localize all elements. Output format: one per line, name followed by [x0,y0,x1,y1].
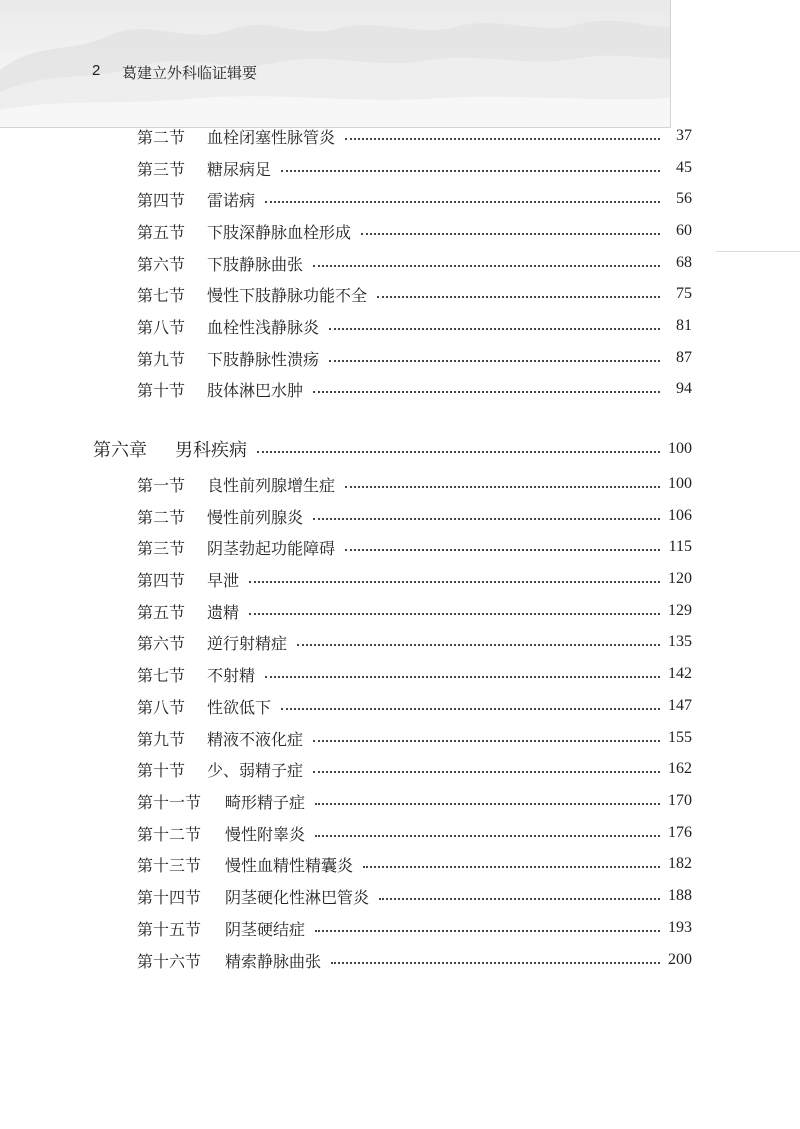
section-number: 第五节 [137,602,186,622]
section-number: 第十五节 [137,919,202,939]
book-title: 葛建立外科临证辑要 [122,64,258,82]
section-number: 第一节 [137,475,186,495]
chapter-title: 男科疾病 [175,440,247,461]
mountain-landscape-decoration [0,0,670,127]
dot-leader [315,803,660,805]
section-number: 第十节 [137,380,186,400]
section-number: 第十三节 [137,855,202,875]
dot-leader [331,962,660,964]
toc-row[interactable] [137,948,692,972]
section-number: 第十二节 [137,824,202,844]
section-title: 少、弱精子症 [207,760,304,780]
section-title: 畸形精子症 [225,792,306,812]
toc-row[interactable] [137,219,692,243]
dot-leader [377,296,660,298]
dot-leader [345,549,660,551]
section-number: 第二节 [137,507,186,527]
dot-leader [345,486,660,488]
toc-row[interactable] [137,124,692,148]
section-title: 慢性前列腺炎 [207,507,304,527]
section-number: 第五节 [137,222,186,242]
section-number: 第六节 [137,254,186,274]
toc-row[interactable] [137,694,692,718]
toc-row[interactable] [137,852,692,876]
section-title: 雷诺病 [207,190,256,210]
section-title: 下肢静脉性溃疡 [207,349,320,369]
chapter-number: 第六章 [93,440,147,461]
dot-leader [363,866,660,868]
section-title: 逆行射精症 [207,633,288,653]
dot-leader [265,201,660,203]
section-title: 阴茎勃起功能障碍 [207,538,336,558]
header-band [0,0,671,128]
section-page: 142 [668,665,692,682]
dot-leader [315,835,660,837]
toc-row[interactable] [137,346,692,370]
section-title: 精索静脉曲张 [225,951,322,971]
section-number: 第七节 [137,285,186,305]
toc-row[interactable] [137,251,692,275]
toc-row[interactable] [137,504,692,528]
dot-leader [379,898,660,900]
toc-row[interactable] [137,187,692,211]
chapter-heading-row[interactable] [93,437,692,461]
toc-row[interactable] [137,662,692,686]
section-page: 135 [668,633,692,650]
section-number: 第九节 [137,349,186,369]
section-title: 精液不液化症 [207,729,304,749]
dot-leader [361,233,660,235]
dot-leader [329,328,660,330]
toc-row[interactable] [137,377,692,401]
section-number: 第十四节 [137,887,202,907]
section-page: 106 [668,507,692,524]
section-page: 182 [668,855,692,872]
section-page: 68 [676,254,692,271]
section-title: 良性前列腺增生症 [207,475,336,495]
section-page: 45 [676,159,692,176]
dot-leader [329,360,660,362]
section-title: 慢性下肢静脉功能不全 [207,285,368,305]
section-page: 176 [668,824,692,841]
section-page: 56 [676,190,692,207]
side-rule [716,251,800,252]
dot-leader [313,771,660,773]
section-title: 肢体淋巴水肿 [207,380,304,400]
section-title: 下肢静脉曲张 [207,254,304,274]
toc-row[interactable] [137,282,692,306]
toc-row[interactable] [137,789,692,813]
section-page: 115 [668,538,692,555]
dot-leader [265,676,660,678]
dot-leader [313,740,660,742]
section-page: 94 [676,380,692,397]
section-number: 第三节 [137,159,186,179]
page-number: 2 [92,62,101,79]
section-title: 下肢深静脉血栓形成 [207,222,352,242]
dot-leader [281,170,660,172]
toc-row[interactable] [137,314,692,338]
section-page: 147 [668,697,692,714]
toc-row[interactable] [137,726,692,750]
dot-leader [249,581,660,583]
section-number: 第三节 [137,538,186,558]
section-page: 129 [668,602,692,619]
section-title: 血栓闭塞性脉管炎 [207,127,336,147]
dot-leader [315,930,660,932]
section-number: 第四节 [137,570,186,590]
section-page: 100 [668,475,692,492]
section-title: 血栓性浅静脉炎 [207,317,320,337]
section-number: 第六节 [137,633,186,653]
section-title: 慢性血精性精囊炎 [225,855,354,875]
toc-row[interactable] [137,821,692,845]
section-page: 200 [668,951,692,968]
dot-leader [313,518,660,520]
dot-leader [249,613,660,615]
section-page: 188 [668,887,692,904]
dot-leader [297,644,660,646]
toc-row[interactable] [137,630,692,654]
toc-row[interactable] [137,884,692,908]
dot-leader [313,391,660,393]
section-title: 早泄 [207,570,240,590]
section-title: 阴茎硬结症 [225,919,306,939]
section-page: 162 [668,760,692,777]
chapter-page: 100 [668,440,692,457]
section-title: 遗精 [207,602,240,622]
section-number: 第十节 [137,760,186,780]
section-title: 阴茎硬化性淋巴管炎 [225,887,370,907]
section-number: 第二节 [137,127,186,147]
section-title: 糖尿病足 [207,159,272,179]
toc-row[interactable] [137,757,692,781]
toc-row[interactable] [137,535,692,559]
dot-leader [313,265,660,267]
section-page: 120 [668,570,692,587]
dot-leader [281,708,660,710]
section-page: 75 [676,285,692,302]
toc-row[interactable] [137,156,692,180]
dot-leader [257,451,660,453]
section-page: 37 [676,127,692,144]
section-number: 第八节 [137,317,186,337]
dot-leader [345,138,660,140]
section-title: 不射精 [207,665,256,685]
toc-row[interactable] [137,916,692,940]
section-number: 第十一节 [137,792,202,812]
section-page: 170 [668,792,692,809]
section-number: 第十六节 [137,951,202,971]
section-number: 第四节 [137,190,186,210]
section-page: 60 [676,222,692,239]
section-number: 第八节 [137,697,186,717]
section-page: 155 [668,729,692,746]
toc-row[interactable] [137,567,692,591]
section-page: 87 [676,349,692,366]
toc-row[interactable] [137,599,692,623]
section-number: 第七节 [137,665,186,685]
section-number: 第九节 [137,729,186,749]
section-page: 193 [668,919,692,936]
section-page: 81 [676,317,692,334]
toc-row[interactable] [137,472,692,496]
section-title: 性欲低下 [207,697,272,717]
section-title: 慢性附睾炎 [225,824,306,844]
